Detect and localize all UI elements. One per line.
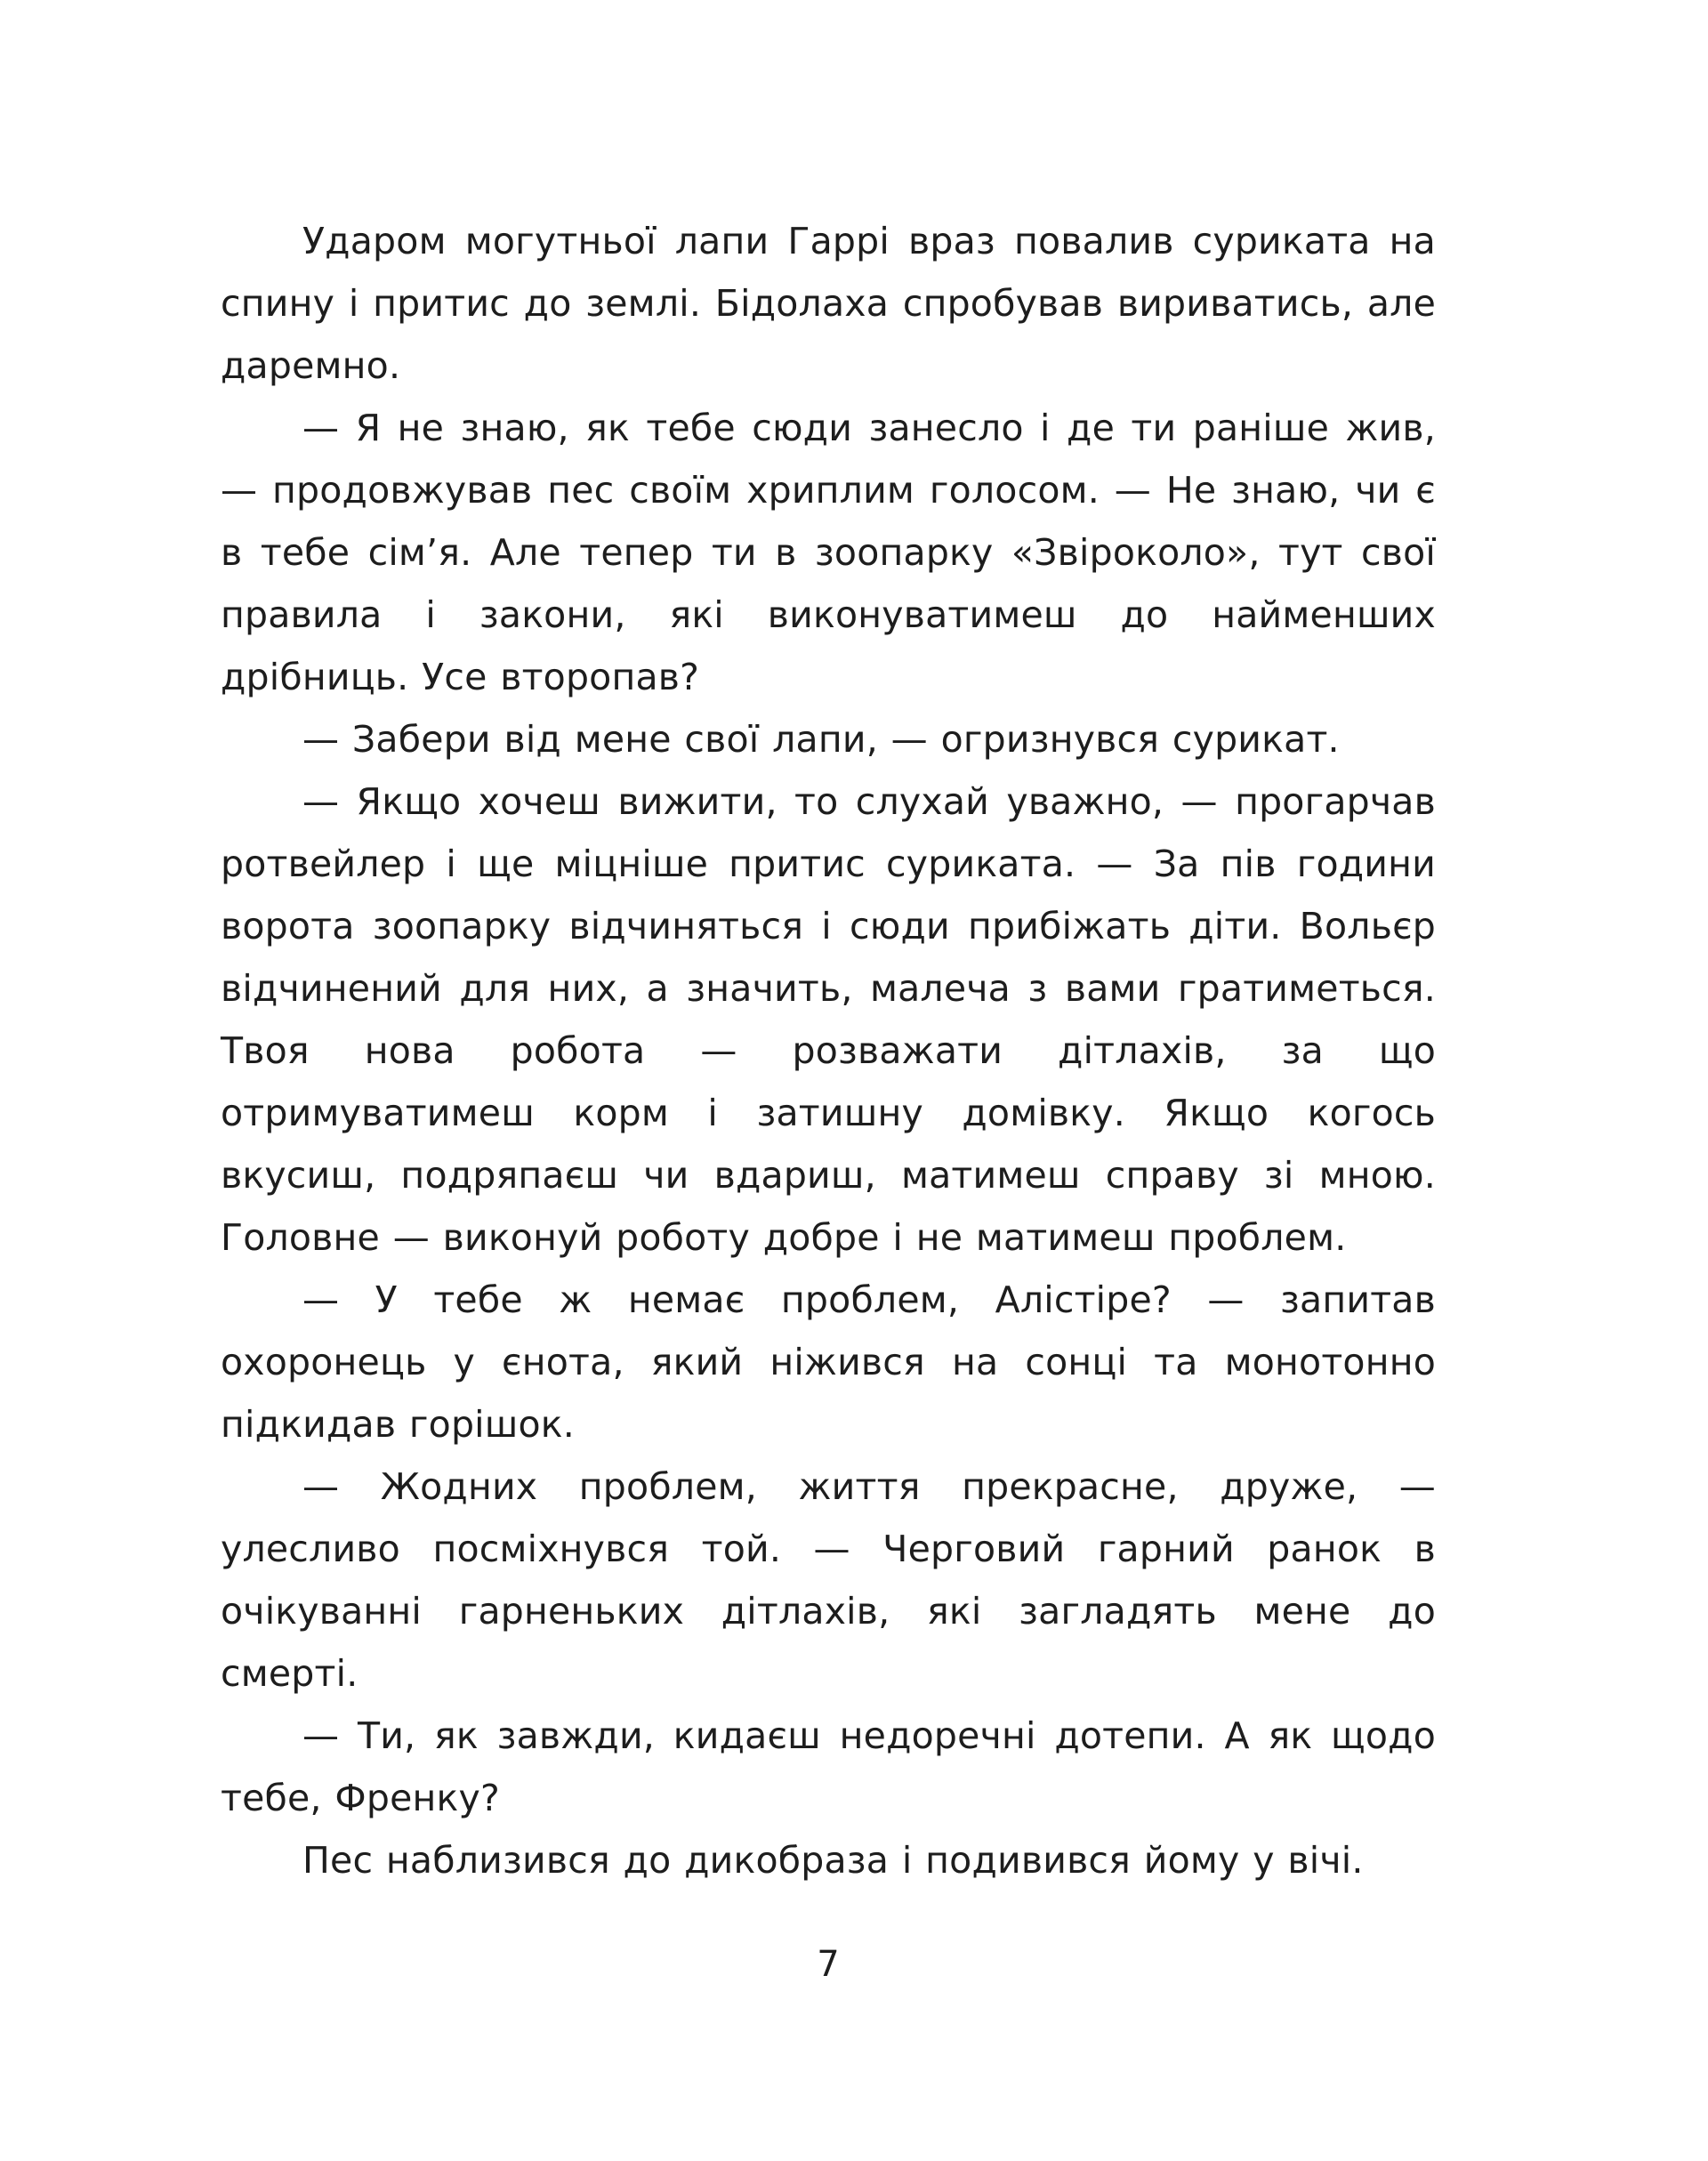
paragraph: — У тебе ж немає проблем, Алістіре? — запитав охоронець у єнота, який ніжився на сонці та монотонно підкидав горішок. <box>221 1278 1436 1446</box>
paragraph: Ударом могутньої лапи Гаррі враз повалив суриката на спину і притис до землі. Бідолаха спробував вириватись, але даремно. <box>221 220 1436 387</box>
paragraph: — Забери від мене свої лапи, — огризнувся сурикат. <box>302 718 1340 761</box>
paragraph: — Я не знаю, як тебе сюди занесло і де ти раніше жив, — продовжував пес своїм хриплим голосом. — Не знаю, чи є в тебе сім’я. Але тепер ти в зоопарку «Звіроколо», тут свої правила і закони, які виконуватимеш до найменших дрібниць. Усе второпав? <box>221 407 1436 698</box>
paragraph: — Якщо хочеш вижити, то слухай уважно, — прогарчав ротвейлер і ще міцніше притис суриката. — За пів години ворота зоопарку відчиняться і сюди прибіжать діти. Вольєр відчинений для них, а значить, малеча з вами гратиметься. Твоя нова робота — розважати дітлахів, за що отримуватимеш корм і затишну домівку. Якщо когось вкусиш, подряпаєш чи вдариш, матимеш справу зі мною. Головне — виконуй роботу добре і не матимеш проблем. <box>221 780 1436 1259</box>
text-block <box>221 210 1436 1891</box>
paragraph: — Жодних проблем, життя прекрасне, друже, — улесливо посміхнувся той. — Черговий гарний ранок в очікуванні гарненьких дітлахів, які загладять мене до смерті. <box>221 1465 1436 1695</box>
paragraph: — Ти, як завжди, кидаєш недоречні дотепи. А як щодо тебе, Френку? <box>221 1714 1436 1819</box>
paragraph: Пес наблизився до дикобраза і подивився йому у вічі. <box>302 1839 1364 1882</box>
page-number: 7 <box>817 1944 840 1985</box>
